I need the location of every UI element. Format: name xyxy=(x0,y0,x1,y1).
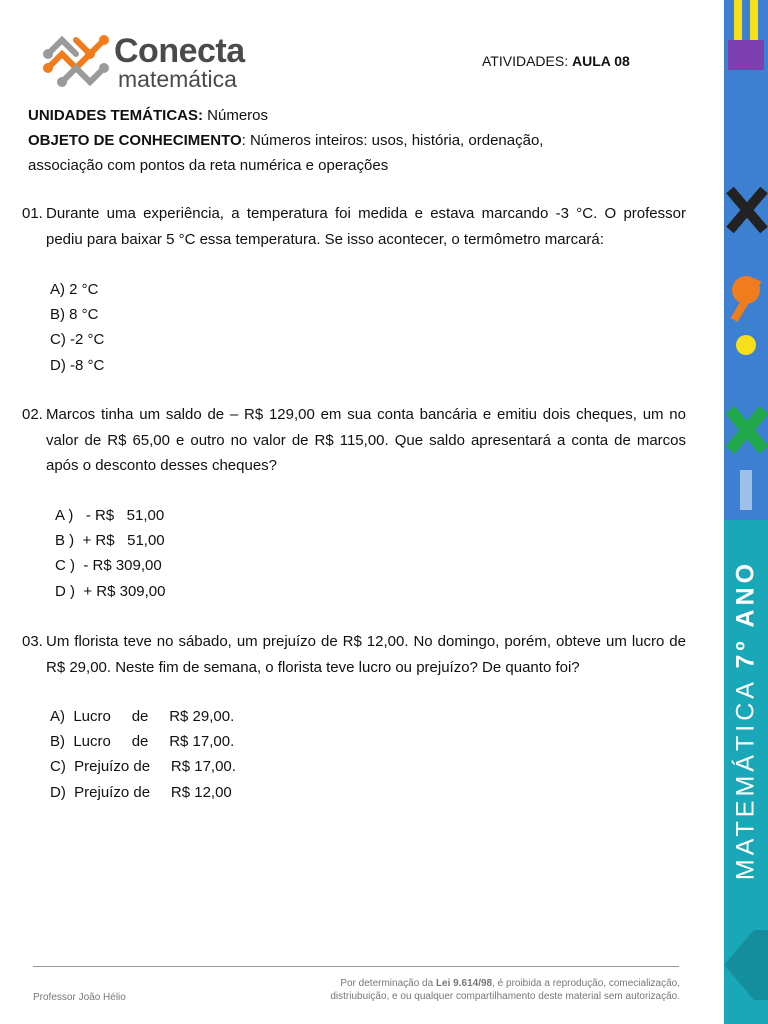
question-statement: Durante uma experiência, a temperatura foi medida e estava marcando -3 °C. O professor pediu para baixar 5 °C essa temperatura. Se isso acontecer, o termômetro marcará: xyxy=(46,205,686,248)
subject-grade-label xyxy=(732,560,761,880)
band-pattern xyxy=(724,0,768,520)
question-2 xyxy=(22,402,686,479)
option-b[interactable]: B) Lucro de R$ 17,00. xyxy=(50,733,235,751)
activity-label: ATIVIDADES: xyxy=(482,53,572,69)
question-number: 03. xyxy=(22,633,43,650)
footer-divider xyxy=(33,966,679,967)
activity-header xyxy=(482,53,630,69)
lesson-number: AULA 08 xyxy=(571,53,630,69)
math-symbols-icon xyxy=(724,0,768,520)
legal-law: Lei 9.614/98 xyxy=(435,978,493,989)
legal-prefix: Por determinação da xyxy=(340,978,436,989)
question-number: 02. xyxy=(22,406,43,423)
option-c[interactable]: C) -2 °C xyxy=(50,331,105,349)
logo-sub-text: matemática xyxy=(118,66,237,92)
option-b[interactable]: B ) + R$ 51,00 xyxy=(55,532,165,550)
option-d[interactable]: D ) + R$ 309,00 xyxy=(55,582,166,600)
option-d[interactable]: D) -8 °C xyxy=(50,356,105,374)
option-b[interactable]: B) 8 °C xyxy=(50,306,99,324)
question-3-options xyxy=(50,704,236,805)
option-a[interactable]: A ) - R$ 51,00 xyxy=(55,507,165,524)
object-value-continued: associação com pontos da reta numérica e operações xyxy=(28,157,389,174)
question-1-options xyxy=(50,277,104,378)
option-a[interactable]: A) Lucro de R$ 29,00. xyxy=(50,708,235,725)
question-3 xyxy=(22,629,686,680)
lesson-meta xyxy=(28,103,668,178)
object-value: : Números inteiros: usos, história, ordenação, xyxy=(241,132,544,149)
units-label: UNIDADES TEMÁTICAS: xyxy=(28,107,203,124)
logo-mark-icon xyxy=(40,28,112,94)
legal-line-2: distriubuição, e ou qualquer compartilhamento deste material sem autorização. xyxy=(330,991,680,1002)
option-c[interactable]: C) Prejuízo de R$ 17,00. xyxy=(50,758,236,776)
question-statement: Um florista teve no sábado, um prejuízo de R$ 12,00. No domingo, porém, obteve um lucro de R$ 29,00. Neste fim de semana, o florista teve lucro ou prejuízo? De quanto foi? xyxy=(46,633,686,676)
band-arrow-icon xyxy=(724,930,768,1000)
conecta-logo xyxy=(40,28,270,98)
option-a[interactable]: A) 2 °C xyxy=(50,281,99,298)
question-number: 01. xyxy=(22,205,43,222)
grade-text: 7º ANO xyxy=(731,559,760,669)
logo-brand-text: Conecta xyxy=(114,32,245,70)
subject-text: MATEMÁTICA xyxy=(731,668,760,881)
object-label: OBJETO DE CONHECIMENTO xyxy=(28,132,242,149)
option-c[interactable]: C ) - R$ 309,00 xyxy=(55,557,162,575)
question-statement: Marcos tinha um saldo de – R$ 129,00 em sua conta bancária e emitiu dois cheques, um no valor de R$ 65,00 e outro no valor de R$ 115,00. Que saldo apresentará a conta de marcos após o desconto desses cheques? xyxy=(46,406,686,474)
question-1 xyxy=(22,201,686,252)
question-2-options xyxy=(55,503,165,604)
professor-name: Professor João Hélio xyxy=(33,992,126,1003)
option-d[interactable]: D) Prejuízo de R$ 12,00 xyxy=(50,783,232,801)
units-value: Números xyxy=(203,107,269,124)
legal-rest: , é proibida a reprodução, comecialização, xyxy=(492,978,680,989)
legal-notice xyxy=(250,977,680,1003)
